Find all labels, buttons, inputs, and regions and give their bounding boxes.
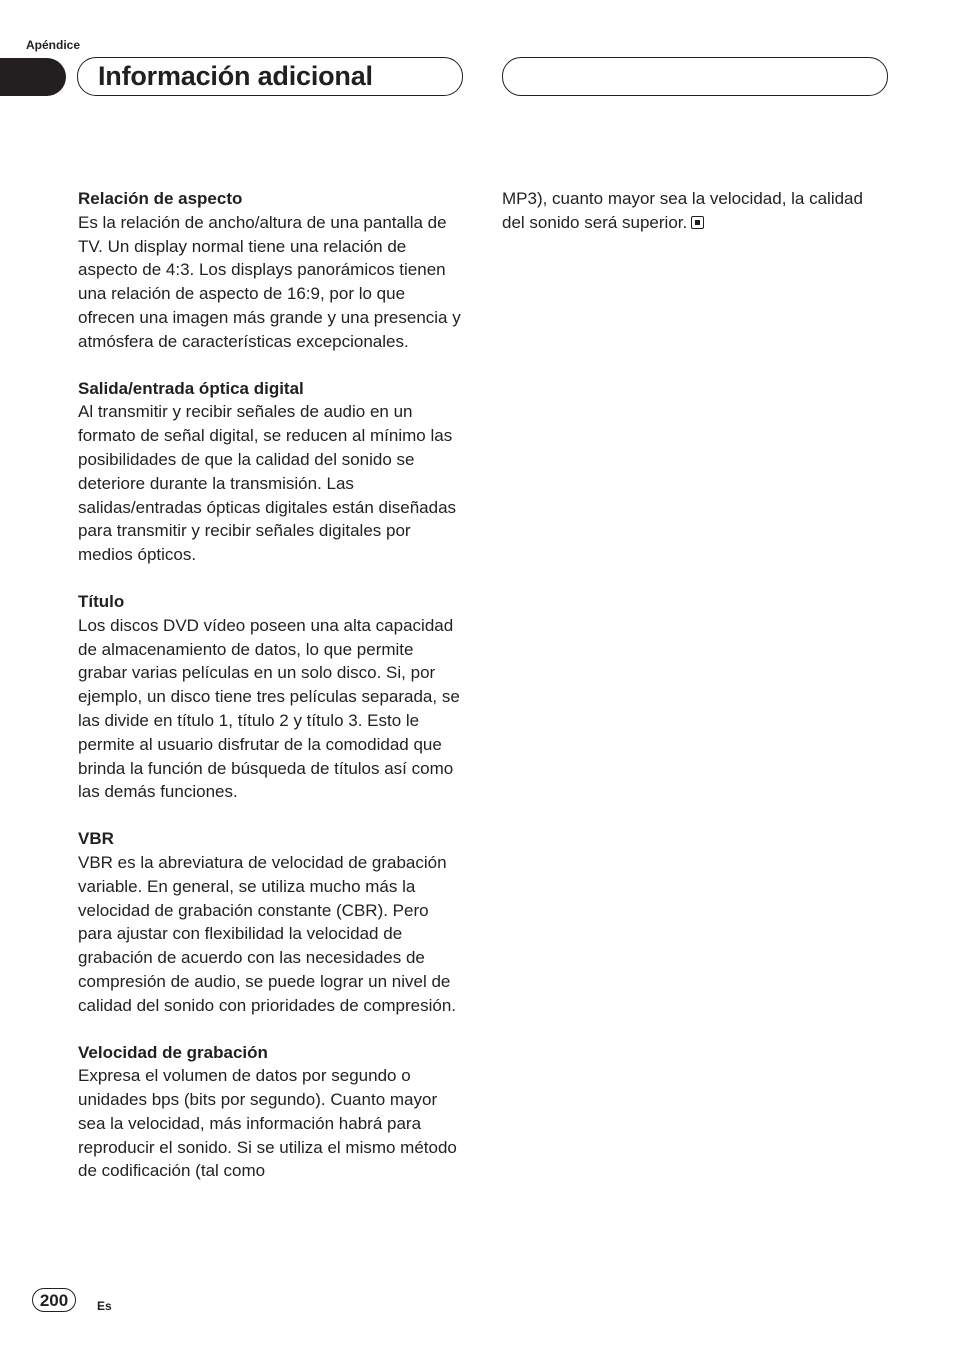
right-column (502, 187, 890, 235)
entry-definition: Al transmitir y recibir señales de audio en un formato de señal digital, se reducen al mínimo las posibilidades de que la calidad del sonido se deteriore durante la transmisión. Las salidas/entradas ópticas digitales están diseñadas para transmitir y recibir señales digitales por medios ópticos. (78, 402, 457, 565)
entry-definition: Expresa el volumen de datos por segundo o unidades bps (bits por segundo). Cuanto mayor sea la velocidad, más información habrá para reproducir el sonido. Si se utiliza el mismo método de codificación (tal como (78, 1066, 457, 1181)
glossary-entry-titulo (78, 590, 466, 804)
header-empty-pill (502, 57, 888, 96)
continuation-text: MP3), cuanto mayor sea la velocidad, la calidad del sonido será superior. (502, 189, 863, 232)
entry-term: VBR (78, 829, 114, 849)
entry-definition: Es la relación de ancho/altura de una pantalla de TV. Un display normal tiene una relación de aspecto de 4:3. Los displays panorámicos tienen una relación de aspecto de 16:9, por lo que ofrecen una imagen más grande y una presencia y atmósfera de características excepcionales. (78, 212, 461, 351)
glossary-entry-velocidad-de-grabacion (78, 1041, 466, 1184)
section-label: Apéndice (26, 38, 81, 52)
entry-term: Velocidad de grabación (78, 1042, 268, 1062)
entry-term: Salida/entrada óptica digital (78, 378, 304, 398)
glossary-entry-relacion-de-aspecto (78, 187, 466, 354)
glossary-entry-vbr (78, 827, 466, 1017)
entry-term: Título (78, 591, 125, 611)
continued-paragraph (502, 187, 890, 235)
language-code: Es (97, 1299, 112, 1313)
entry-term: Relación de aspecto (78, 189, 243, 208)
section-tab-marker (0, 58, 66, 96)
entry-definition: Los discos DVD vídeo poseen una alta capacidad de almacenamiento de datos, lo que permite grabar varias películas en un solo disco. Si, por ejemplo, un disco tiene tres películas separada, se las divide en título 1, título 2 y título 3. Esto le permite al usuario disfrutar de la comodidad que brinda la función de búsqueda de títulos así como las demás funciones. (78, 615, 460, 802)
end-of-section-icon (691, 216, 704, 229)
page-number: 200 (32, 1288, 76, 1312)
entry-definition: VBR es la abreviatura de velocidad de grabación variable. En general, se utiliza mucho más la velocidad de grabación constante (CBR). Pero para ajustar con flexibilidad la velocidad de grabación de acuerdo con las necesidades de compresión de audio, se puede lograr un nivel de calidad del sonido con prioridades de compresión. (78, 852, 457, 1015)
glossary-entry-salida-entrada-optica (78, 377, 466, 567)
left-column (78, 187, 466, 1206)
page-title: Información adicional (77, 57, 463, 96)
